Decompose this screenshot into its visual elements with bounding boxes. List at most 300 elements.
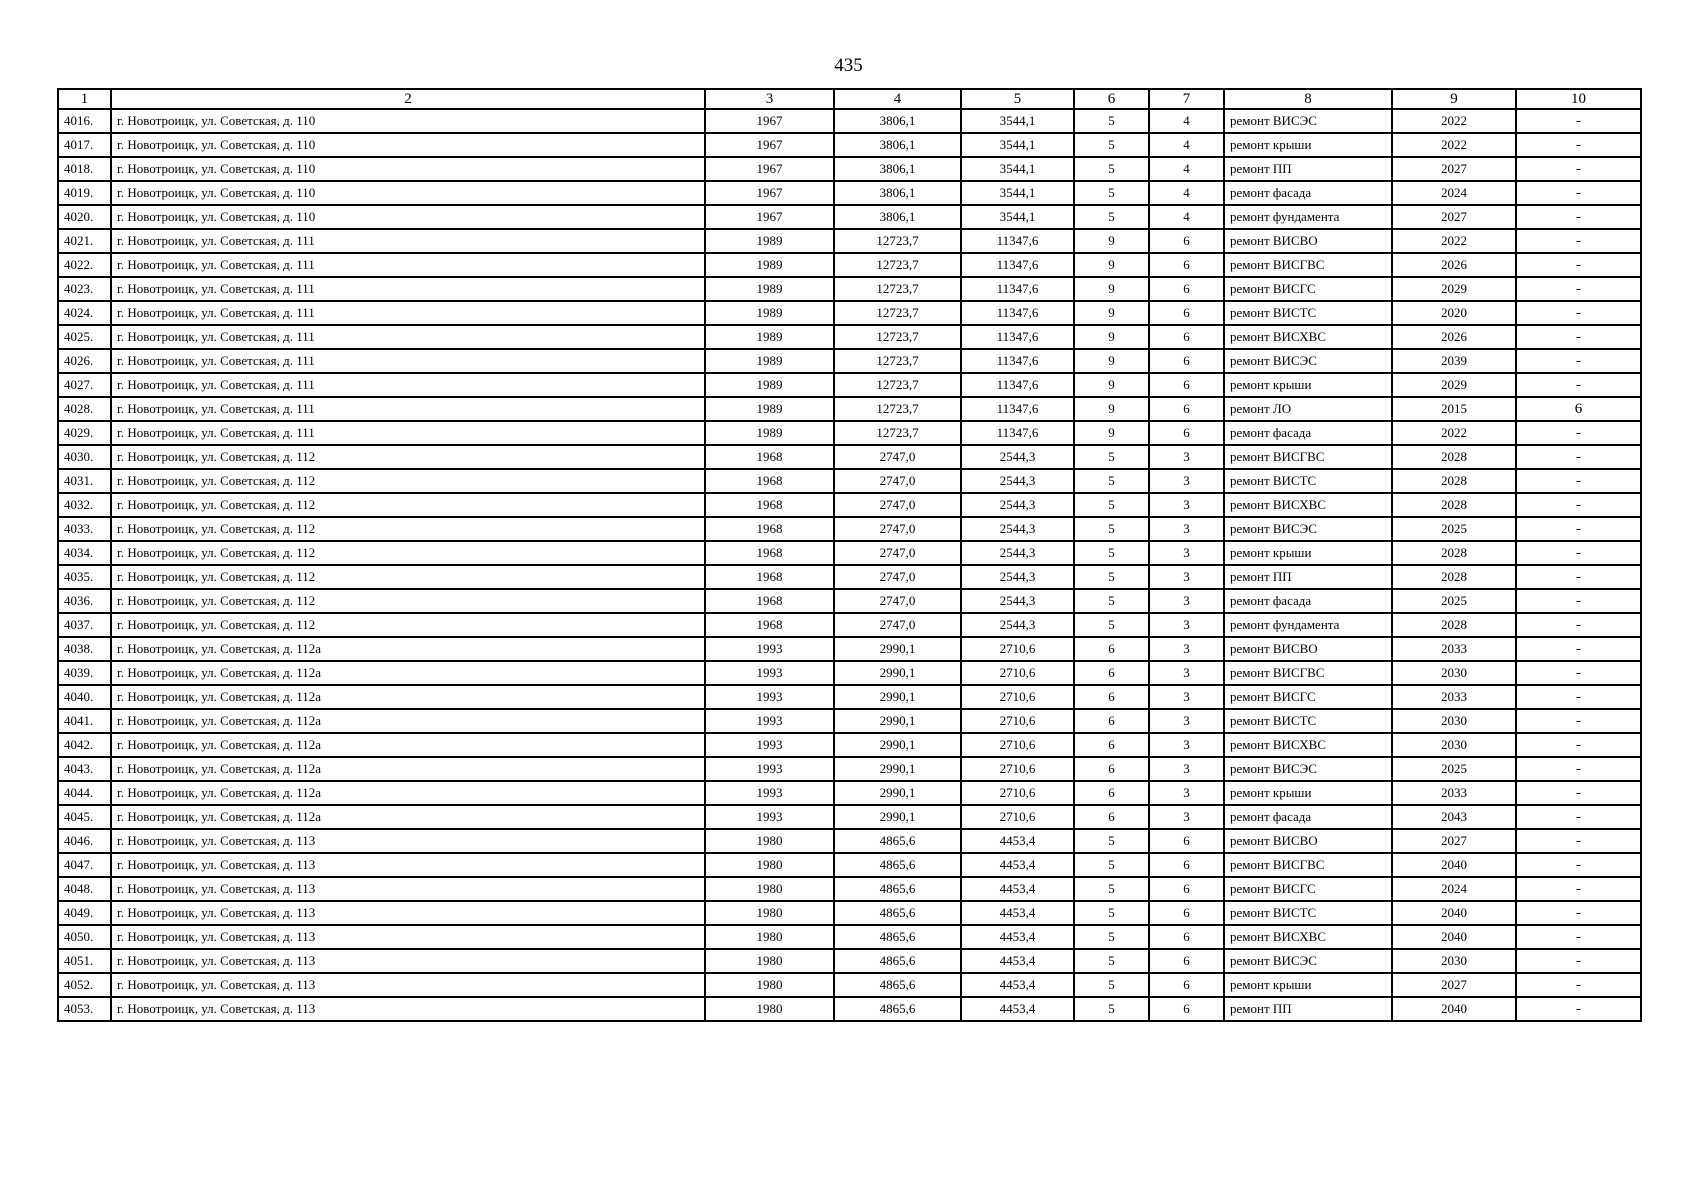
planned-year-cell: 2027 [1392,205,1516,229]
entrances-cell: 3 [1149,541,1224,565]
floors-cell: 6 [1074,733,1149,757]
total-area-cell: 3806,1 [834,157,961,181]
repair-type-cell: ремонт ВИСЭС [1224,349,1392,373]
year-built-cell: 1968 [705,469,834,493]
note-cell: - [1516,973,1641,997]
column-header-7: 7 [1149,89,1224,109]
address-cell: г. Новотроицк, ул. Советская, д. 111 [111,325,705,349]
repair-type-cell: ремонт ВИСГВС [1224,253,1392,277]
living-area-cell: 2544,3 [961,541,1074,565]
floors-cell: 5 [1074,469,1149,493]
total-area-cell: 2747,0 [834,517,961,541]
note-cell: - [1516,277,1641,301]
address-cell: г. Новотроицк, ул. Советская, д. 113 [111,973,705,997]
living-area-cell: 4453,4 [961,925,1074,949]
planned-year-cell: 2040 [1392,901,1516,925]
column-header-10: 10 [1516,89,1641,109]
column-header-3: 3 [705,89,834,109]
row-number-cell: 4044. [58,781,111,805]
table-row [58,661,1641,685]
address-cell: г. Новотроицк, ул. Советская, д. 113 [111,877,705,901]
floors-cell: 9 [1074,349,1149,373]
address-cell: г. Новотроицк, ул. Советская, д. 112 [111,589,705,613]
total-area-cell: 2990,1 [834,685,961,709]
note-cell: - [1516,565,1641,589]
total-area-cell: 4865,6 [834,901,961,925]
total-area-cell: 2990,1 [834,709,961,733]
floors-cell: 9 [1074,253,1149,277]
repair-type-cell: ремонт ВИСТС [1224,469,1392,493]
total-area-cell: 4865,6 [834,829,961,853]
year-built-cell: 1993 [705,709,834,733]
living-area-cell: 4453,4 [961,853,1074,877]
total-area-cell: 4865,6 [834,877,961,901]
table-row [58,325,1641,349]
living-area-cell: 4453,4 [961,829,1074,853]
repair-type-cell: ремонт ВИСГВС [1224,853,1392,877]
note-cell: - [1516,421,1641,445]
year-built-cell: 1980 [705,853,834,877]
planned-year-cell: 2028 [1392,493,1516,517]
repair-type-cell: ремонт ВИСХВС [1224,733,1392,757]
note-cell: - [1516,613,1641,637]
year-built-cell: 1989 [705,397,834,421]
address-cell: г. Новотроицк, ул. Советская, д. 112 [111,541,705,565]
floors-cell: 5 [1074,949,1149,973]
living-area-cell: 2710,6 [961,757,1074,781]
address-cell: г. Новотроицк, ул. Советская, д. 112а [111,685,705,709]
address-cell: г. Новотроицк, ул. Советская, д. 112 [111,517,705,541]
entrances-cell: 4 [1149,181,1224,205]
table-row [58,205,1641,229]
note-cell: - [1516,109,1641,133]
total-area-cell: 3806,1 [834,109,961,133]
repair-type-cell: ремонт ВИСВО [1224,637,1392,661]
total-area-cell: 12723,7 [834,301,961,325]
entrances-cell: 3 [1149,709,1224,733]
planned-year-cell: 2028 [1392,469,1516,493]
table-row [58,901,1641,925]
planned-year-cell: 2028 [1392,445,1516,469]
year-built-cell: 1980 [705,829,834,853]
address-cell: г. Новотроицк, ул. Советская, д. 113 [111,997,705,1021]
living-area-cell: 2710,6 [961,781,1074,805]
row-number-cell: 4053. [58,997,111,1021]
note-cell: - [1516,685,1641,709]
floors-cell: 9 [1074,397,1149,421]
repair-type-cell: ремонт фасада [1224,805,1392,829]
planned-year-cell: 2030 [1392,709,1516,733]
row-number-cell: 4032. [58,493,111,517]
floors-cell: 5 [1074,157,1149,181]
living-area-cell: 2710,6 [961,805,1074,829]
table-row [58,157,1641,181]
note-cell: - [1516,469,1641,493]
repair-type-cell: ремонт крыши [1224,133,1392,157]
entrances-cell: 6 [1149,829,1224,853]
floors-cell: 5 [1074,589,1149,613]
year-built-cell: 1989 [705,373,834,397]
table-row [58,685,1641,709]
column-header-1: 1 [58,89,111,109]
row-number-cell: 4030. [58,445,111,469]
floors-cell: 5 [1074,613,1149,637]
note-cell: - [1516,997,1641,1021]
living-area-cell: 11347,6 [961,229,1074,253]
row-number-cell: 4040. [58,685,111,709]
repair-type-cell: ремонт ВИСЭС [1224,949,1392,973]
entrances-cell: 3 [1149,685,1224,709]
floors-cell: 9 [1074,277,1149,301]
note-cell: - [1516,541,1641,565]
planned-year-cell: 2033 [1392,637,1516,661]
table-row [58,853,1641,877]
planned-year-cell: 2022 [1392,133,1516,157]
total-area-cell: 3806,1 [834,133,961,157]
table-header-row [58,89,1641,109]
address-cell: г. Новотроицк, ул. Советская, д. 111 [111,277,705,301]
note-cell: - [1516,829,1641,853]
planned-year-cell: 2025 [1392,757,1516,781]
total-area-cell: 4865,6 [834,853,961,877]
row-number-cell: 4016. [58,109,111,133]
total-area-cell: 12723,7 [834,325,961,349]
row-number-cell: 4029. [58,421,111,445]
total-area-cell: 4865,6 [834,997,961,1021]
address-cell: г. Новотроицк, ул. Советская, д. 111 [111,373,705,397]
table-row [58,373,1641,397]
entrances-cell: 6 [1149,373,1224,397]
address-cell: г. Новотроицк, ул. Советская, д. 113 [111,925,705,949]
row-number-cell: 4031. [58,469,111,493]
note-cell: - [1516,805,1641,829]
row-number-cell: 4037. [58,613,111,637]
entrances-cell: 6 [1149,325,1224,349]
row-number-cell: 4028. [58,397,111,421]
column-header-8: 8 [1224,89,1392,109]
floors-cell: 5 [1074,541,1149,565]
year-built-cell: 1993 [705,781,834,805]
address-cell: г. Новотроицк, ул. Советская, д. 112а [111,709,705,733]
repair-type-cell: ремонт фасада [1224,181,1392,205]
row-number-cell: 4050. [58,925,111,949]
floors-cell: 5 [1074,493,1149,517]
year-built-cell: 1989 [705,325,834,349]
address-cell: г. Новотроицк, ул. Советская, д. 111 [111,349,705,373]
column-header-6: 6 [1074,89,1149,109]
row-number-cell: 4025. [58,325,111,349]
year-built-cell: 1980 [705,997,834,1021]
table-row [58,925,1641,949]
repair-type-cell: ремонт ВИСХВС [1224,325,1392,349]
row-number-cell: 4033. [58,517,111,541]
year-built-cell: 1993 [705,805,834,829]
living-area-cell: 3544,1 [961,109,1074,133]
repair-type-cell: ремонт ВИСВО [1224,229,1392,253]
year-built-cell: 1968 [705,589,834,613]
repair-type-cell: ремонт ВИСГВС [1224,445,1392,469]
planned-year-cell: 2030 [1392,733,1516,757]
entrances-cell: 6 [1149,421,1224,445]
planned-year-cell: 2029 [1392,373,1516,397]
living-area-cell: 2710,6 [961,709,1074,733]
floors-cell: 6 [1074,637,1149,661]
planned-year-cell: 2033 [1392,685,1516,709]
planned-year-cell: 2026 [1392,325,1516,349]
planned-year-cell: 2025 [1392,589,1516,613]
note-cell: - [1516,637,1641,661]
floors-cell: 6 [1074,805,1149,829]
year-built-cell: 1989 [705,229,834,253]
note-cell: - [1516,925,1641,949]
column-header-9: 9 [1392,89,1516,109]
entrances-cell: 6 [1149,253,1224,277]
living-area-cell: 4453,4 [961,997,1074,1021]
entrances-cell: 3 [1149,445,1224,469]
note-cell: - [1516,181,1641,205]
row-number-cell: 4041. [58,709,111,733]
planned-year-cell: 2033 [1392,781,1516,805]
row-number-cell: 4038. [58,637,111,661]
repair-type-cell: ремонт крыши [1224,781,1392,805]
address-cell: г. Новотроицк, ул. Советская, д. 112 [111,493,705,517]
planned-year-cell: 2027 [1392,829,1516,853]
planned-year-cell: 2022 [1392,109,1516,133]
table-row [58,877,1641,901]
floors-cell: 6 [1074,685,1149,709]
note-cell: - [1516,157,1641,181]
year-built-cell: 1980 [705,877,834,901]
year-built-cell: 1968 [705,517,834,541]
total-area-cell: 2747,0 [834,445,961,469]
row-number-cell: 4017. [58,133,111,157]
entrances-cell: 4 [1149,109,1224,133]
address-cell: г. Новотроицк, ул. Советская, д. 112а [111,661,705,685]
note-cell: - [1516,589,1641,613]
entrances-cell: 6 [1149,397,1224,421]
table-row [58,733,1641,757]
table-row [58,397,1641,421]
row-number-cell: 4023. [58,277,111,301]
address-cell: г. Новотроицк, ул. Советская, д. 111 [111,253,705,277]
note-cell: - [1516,949,1641,973]
address-cell: г. Новотроицк, ул. Советская, д. 111 [111,421,705,445]
repair-type-cell: ремонт ВИСГС [1224,685,1392,709]
repair-type-cell: ремонт ПП [1224,565,1392,589]
table-row [58,613,1641,637]
living-area-cell: 4453,4 [961,877,1074,901]
column-header-2: 2 [111,89,705,109]
total-area-cell: 12723,7 [834,421,961,445]
living-area-cell: 11347,6 [961,301,1074,325]
floors-cell: 9 [1074,373,1149,397]
row-number-cell: 4043. [58,757,111,781]
row-number-cell: 4042. [58,733,111,757]
repair-type-cell: ремонт крыши [1224,541,1392,565]
address-cell: г. Новотроицк, ул. Советская, д. 111 [111,229,705,253]
repair-type-cell: ремонт фундамента [1224,205,1392,229]
table-row [58,829,1641,853]
note-cell: - [1516,757,1641,781]
living-area-cell: 4453,4 [961,901,1074,925]
total-area-cell: 2990,1 [834,661,961,685]
table-row [58,133,1641,157]
table-row [58,637,1641,661]
table-row [58,541,1641,565]
entrances-cell: 6 [1149,949,1224,973]
note-cell: - [1516,781,1641,805]
table-row [58,805,1641,829]
note-cell: - [1516,133,1641,157]
repair-type-cell: ремонт фундамента [1224,613,1392,637]
table-body [58,109,1641,1021]
row-number-cell: 4052. [58,973,111,997]
note-cell: - [1516,517,1641,541]
planned-year-cell: 2024 [1392,877,1516,901]
address-cell: г. Новотроицк, ул. Советская, д. 112 [111,445,705,469]
entrances-cell: 6 [1149,229,1224,253]
page-number: 435 [834,55,863,76]
entrances-cell: 4 [1149,133,1224,157]
table-row [58,709,1641,733]
planned-year-cell: 2022 [1392,421,1516,445]
note-cell: - [1516,877,1641,901]
floors-cell: 5 [1074,925,1149,949]
table-row [58,277,1641,301]
table-row [58,421,1641,445]
living-area-cell: 11347,6 [961,277,1074,301]
address-cell: г. Новотроицк, ул. Советская, д. 113 [111,853,705,877]
total-area-cell: 12723,7 [834,229,961,253]
address-cell: г. Новотроицк, ул. Советская, д. 112а [111,781,705,805]
repair-type-cell: ремонт фасада [1224,421,1392,445]
table-row [58,589,1641,613]
note-cell: - [1516,373,1641,397]
living-area-cell: 4453,4 [961,949,1074,973]
floors-cell: 5 [1074,133,1149,157]
year-built-cell: 1968 [705,445,834,469]
note-cell: 6 [1516,397,1641,421]
living-area-cell: 11347,6 [961,325,1074,349]
repair-type-cell: ремонт ВИСВО [1224,829,1392,853]
note-cell: - [1516,253,1641,277]
repair-type-cell: ремонт крыши [1224,373,1392,397]
planned-year-cell: 2040 [1392,997,1516,1021]
table-row [58,469,1641,493]
repair-type-cell: ремонт ВИСГС [1224,877,1392,901]
floors-cell: 5 [1074,109,1149,133]
table-row [58,445,1641,469]
note-cell: - [1516,709,1641,733]
entrances-cell: 6 [1149,277,1224,301]
table-row [58,757,1641,781]
column-header-4: 4 [834,89,961,109]
living-area-cell: 11347,6 [961,421,1074,445]
floors-cell: 5 [1074,853,1149,877]
note-cell: - [1516,229,1641,253]
total-area-cell: 2990,1 [834,757,961,781]
floors-cell: 5 [1074,877,1149,901]
entrances-cell: 4 [1149,157,1224,181]
total-area-cell: 4865,6 [834,973,961,997]
floors-cell: 9 [1074,229,1149,253]
entrances-cell: 3 [1149,565,1224,589]
living-area-cell: 2544,3 [961,469,1074,493]
address-cell: г. Новотроицк, ул. Советская, д. 110 [111,133,705,157]
address-cell: г. Новотроицк, ул. Советская, д. 113 [111,949,705,973]
total-area-cell: 3806,1 [834,205,961,229]
repair-type-cell: ремонт ВИСТС [1224,301,1392,325]
address-cell: г. Новотроицк, ул. Советская, д. 112а [111,757,705,781]
total-area-cell: 2747,0 [834,565,961,589]
entrances-cell: 3 [1149,613,1224,637]
year-built-cell: 1967 [705,109,834,133]
year-built-cell: 1980 [705,901,834,925]
note-cell: - [1516,205,1641,229]
living-area-cell: 2544,3 [961,445,1074,469]
note-cell: - [1516,349,1641,373]
row-number-cell: 4049. [58,901,111,925]
total-area-cell: 12723,7 [834,349,961,373]
planned-year-cell: 2028 [1392,565,1516,589]
address-cell: г. Новотроицк, ул. Советская, д. 111 [111,301,705,325]
year-built-cell: 1993 [705,733,834,757]
table-row [58,253,1641,277]
living-area-cell: 3544,1 [961,133,1074,157]
year-built-cell: 1989 [705,253,834,277]
year-built-cell: 1989 [705,277,834,301]
repair-type-cell: ремонт ВИСТС [1224,901,1392,925]
living-area-cell: 11347,6 [961,253,1074,277]
table-row [58,997,1641,1021]
year-built-cell: 1993 [705,661,834,685]
living-area-cell: 3544,1 [961,181,1074,205]
table-row [58,517,1641,541]
floors-cell: 5 [1074,181,1149,205]
row-number-cell: 4047. [58,853,111,877]
planned-year-cell: 2020 [1392,301,1516,325]
entrances-cell: 3 [1149,469,1224,493]
entrances-cell: 6 [1149,973,1224,997]
planned-year-cell: 2040 [1392,925,1516,949]
repair-type-cell: ремонт ВИСГС [1224,277,1392,301]
column-header-5: 5 [961,89,1074,109]
row-number-cell: 4022. [58,253,111,277]
entrances-cell: 6 [1149,997,1224,1021]
entrances-cell: 6 [1149,301,1224,325]
repair-type-cell: ремонт ВИСХВС [1224,493,1392,517]
floors-cell: 5 [1074,517,1149,541]
repair-type-cell: ремонт ВИСЭС [1224,517,1392,541]
address-cell: г. Новотроицк, ул. Советская, д. 112а [111,733,705,757]
entrances-cell: 6 [1149,853,1224,877]
note-cell: - [1516,445,1641,469]
address-cell: г. Новотроицк, ул. Советская, д. 112а [111,805,705,829]
year-built-cell: 1967 [705,181,834,205]
entrances-cell: 3 [1149,517,1224,541]
total-area-cell: 12723,7 [834,277,961,301]
row-number-cell: 4024. [58,301,111,325]
planned-year-cell: 2025 [1392,517,1516,541]
year-built-cell: 1980 [705,925,834,949]
note-cell: - [1516,901,1641,925]
total-area-cell: 12723,7 [834,373,961,397]
total-area-cell: 4865,6 [834,925,961,949]
row-number-cell: 4051. [58,949,111,973]
repair-type-cell: ремонт крыши [1224,973,1392,997]
table-row [58,565,1641,589]
table-row [58,973,1641,997]
